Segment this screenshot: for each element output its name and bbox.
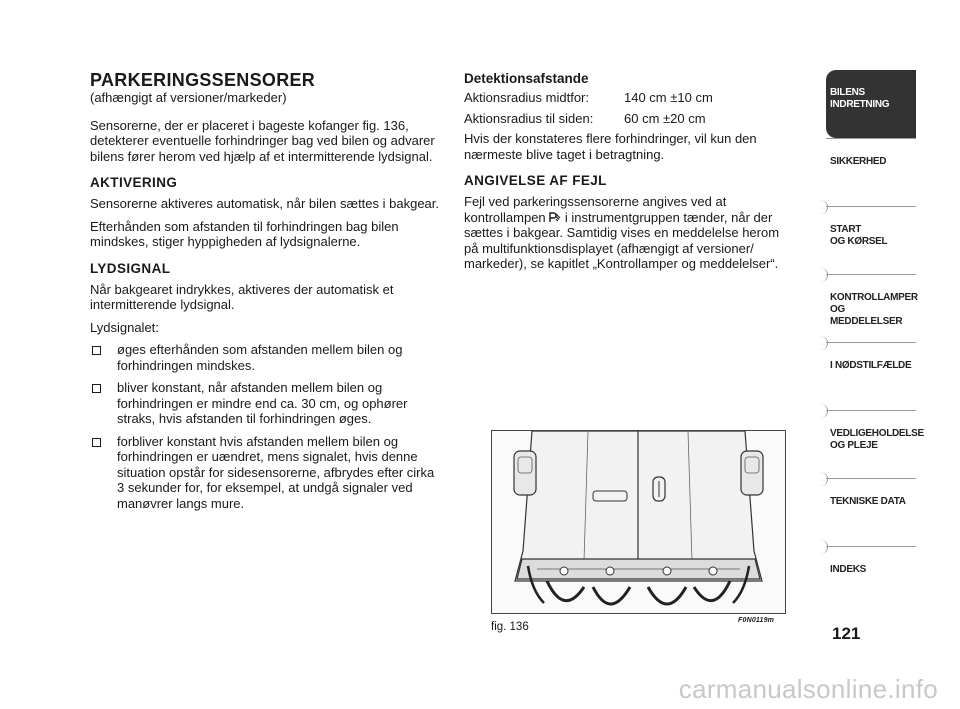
sound-paragraph-1: Når bakgearet indrykkes, aktiveres der automatisk et intermitterende lydsignal. <box>90 281 394 312</box>
tab-label-line1: INDEKS <box>830 564 866 575</box>
van-rear-drawing <box>492 431 785 613</box>
page-subtitle: (afhængigt af versioner/markeder) <box>90 90 287 105</box>
list-item <box>90 342 442 373</box>
page-number: 121 <box>832 624 861 643</box>
spec-row-center <box>464 90 786 106</box>
tab-sikkerhed[interactable] <box>826 138 916 206</box>
tab-label-line2: INDRETNING <box>830 99 890 110</box>
checkbox-bullet-icon <box>92 384 101 393</box>
detection-heading: Detektionsafstande <box>464 71 589 86</box>
rear-van-illustration <box>491 430 786 614</box>
spec-row-side <box>464 111 786 127</box>
tab-indeks[interactable] <box>826 546 916 614</box>
tab-label-line1: VEDLIGEHOLDELSE <box>830 428 924 439</box>
activation-paragraph-1: Sensorerne aktiveres automatisk, når bilen sættes i bakgear. <box>90 196 440 211</box>
chapter-tabs <box>826 70 924 614</box>
list-item-text: bliver konstant, når afstanden mellem bilen og forhindringen er mindre end ca. 30 cm, og ophører straks, hvis afstanden til forhindringen øges. <box>117 380 408 426</box>
tab-vedligeholdelse[interactable] <box>826 410 924 478</box>
spec-value: 140 cm ±10 cm <box>624 90 713 105</box>
tab-label-line1: START <box>830 224 862 235</box>
page-title: PARKERINGSSENSORER <box>90 70 316 90</box>
activation-paragraph-2: Efterhånden som afstanden til forhindringen bag bilen mindskes, stiger hyppigheden af lydsignalerne. <box>90 218 399 249</box>
list-item <box>90 434 442 512</box>
parking-sensor-warning-icon <box>549 212 561 223</box>
tab-label-line2: OG KØRSEL <box>830 236 888 247</box>
right-column <box>464 70 786 279</box>
left-column <box>90 70 442 518</box>
tab-label-line1: TEKNISKE DATA <box>830 496 906 507</box>
watermark: carmanualsonline.info <box>678 674 938 704</box>
checkbox-bullet-icon <box>92 346 101 355</box>
activation-heading: AKTIVERING <box>90 175 178 190</box>
sound-paragraph-2: Lydsignalet: <box>90 319 159 335</box>
tab-label-line2: OG MEDDELELSER <box>830 304 903 327</box>
spec-value: 60 cm ±20 cm <box>624 110 706 126</box>
sound-bullet-list <box>90 342 442 511</box>
detection-paragraph: Hvis der konstateres flere forhindringer, vil kun den nærmeste blive taget i betragtning. <box>464 131 757 162</box>
tab-i-nodstilfaelde[interactable] <box>826 342 916 410</box>
tab-label-line2: OG PLEJE <box>830 440 878 451</box>
tab-label-line1: KONTROLLAMPER <box>830 292 918 303</box>
fault-paragraph <box>464 194 786 272</box>
fault-heading: ANGIVELSE AF FEJL <box>464 173 607 188</box>
fault-text-before: Fejl ved parkeringssensorerne angives ved at kontrollampen <box>464 194 727 225</box>
tab-label-line1: SIKKERHED <box>830 156 887 167</box>
sound-heading: LYDSIGNAL <box>90 260 171 276</box>
spec-label: Aktionsradius midtfor: <box>464 90 589 105</box>
tab-bilens-indretning[interactable] <box>826 70 916 138</box>
figure-caption: fig. 136 <box>491 621 529 633</box>
spec-label: Aktionsradius til siden: <box>464 110 594 126</box>
tab-start-og-korsel[interactable] <box>826 206 916 274</box>
tab-kontrollamper[interactable] <box>826 274 916 342</box>
list-item-text: øges efterhånden som afstanden mellem bilen og forhindringen mindskes. <box>117 342 403 373</box>
intro-paragraph: Sensorerne, der er placeret i bageste kofanger fig. 136, detekterer eventuelle forhindringer bag ved bilen og advarer bilens fører herom ved hjælp af et intermitterende lydsignal. <box>90 117 435 164</box>
list-item <box>90 380 442 427</box>
checkbox-bullet-icon <box>92 438 101 447</box>
list-item-text: forbliver konstant hvis afstanden mellem bilen og forhindringen er uændret, mens signalet, hvis denne situation opstår for sidesensorerne, afbrydes efter cirka 3 sekunder for, for eksempel, at undgå signaler ved manøvrer langs mure. <box>117 433 435 511</box>
figure-code: F0N0119m <box>738 617 775 624</box>
fault-text-after: i instrumentgruppen tænder, når der sættes i bakgear. Samtidig vises en meddelelse herom på multifunktionsdisplayet (afhængigt af versioner/ markeder), se kapitlet „Kontrollamper og meddelelser“. <box>464 209 780 271</box>
tab-label-line1: I NØDSTILFÆLDE <box>830 360 912 371</box>
tab-label-line1: BILENS <box>830 87 865 98</box>
tab-tekniske-data[interactable] <box>826 478 916 546</box>
